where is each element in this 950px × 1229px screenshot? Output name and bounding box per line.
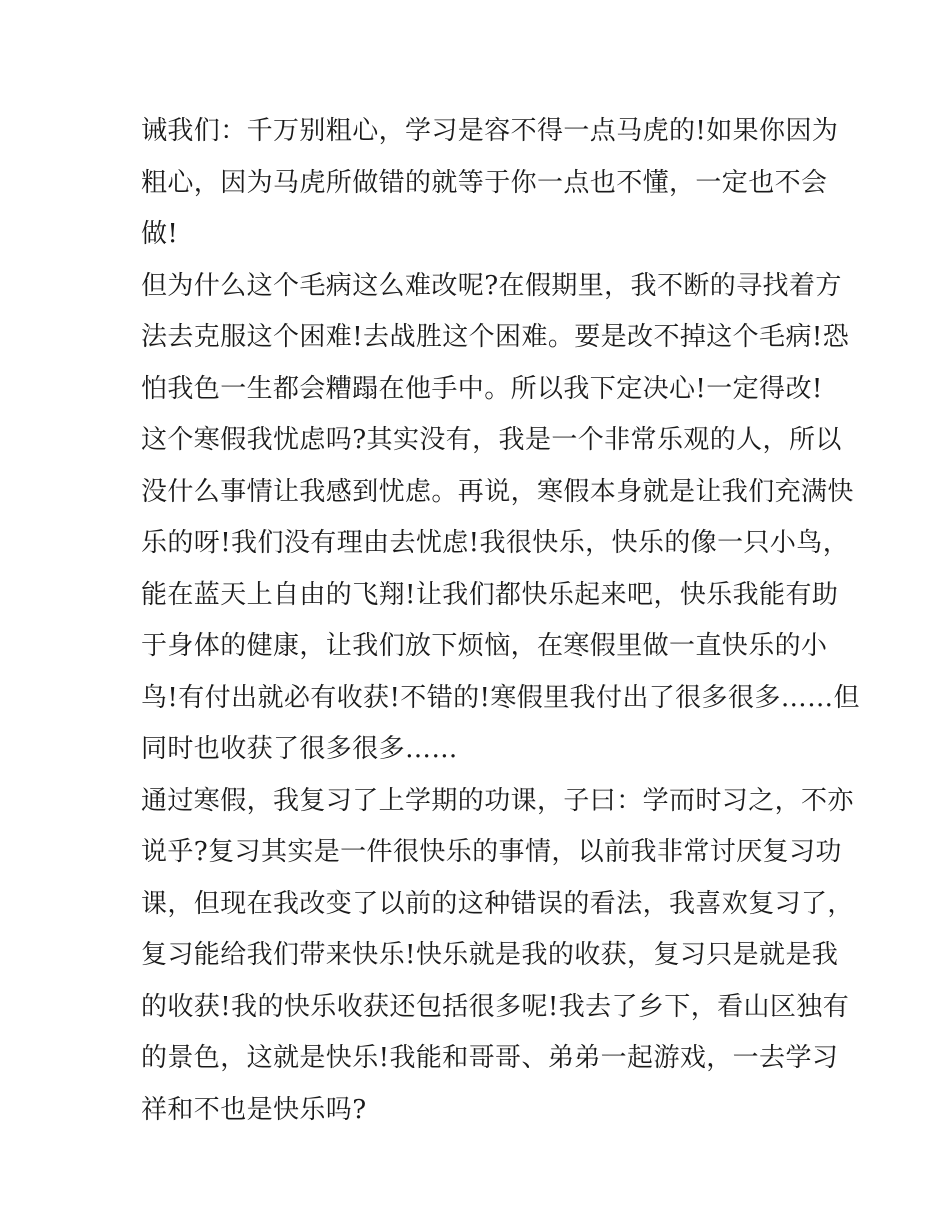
text-line-9: 乐的呀!我们没有理由去忧虑!我很快乐，快乐的像一只小鸟， — [141, 528, 850, 558]
text-line-14: 通过寒假，我复习了上学期的功课，子曰：学而时习之，不亦 — [141, 785, 854, 816]
text-line-10: 能在蓝天上自由的飞翔!让我们都快乐起来吧，快乐我能有助 — [141, 579, 839, 610]
essay-body — [141, 106, 860, 1136]
text-line-13: 同时也收获了很多很多…… — [141, 734, 458, 764]
text-line-11: 于身体的健康，让我们放下烦恼，在寒假里做一直快乐的小 — [141, 631, 828, 661]
text-line-12: 鸟!有付出就必有收获!不错的!寒假里我付出了很多很多……但 — [141, 682, 860, 713]
text-line-19: 的景色，这就是快乐!我能和哥哥、弟弟一起游戏，一去学习 — [141, 1043, 839, 1073]
text-line-7: 这个寒假我忧虑吗?其实没有，我是一个非常乐观的人，所以 — [141, 425, 842, 455]
text-line-4: 但为什么这个毛病这么难改呢?在假期里，我不断的寻找着方 — [141, 270, 842, 301]
text-line-2: 粗心，因为马虎所做错的就等于你一点也不懂，一定也不会 — [141, 167, 828, 198]
text-line-5: 法去克服这个困难!去战胜这个困难。要是改不掉这个毛病!恐 — [141, 322, 850, 352]
text-line-8: 没什么事情让我感到忧虑。再说，寒假本身就是让我们充满快 — [141, 476, 854, 507]
text-line-16: 课，但现在我改变了以前的这种错误的看法，我喜欢复习了， — [141, 888, 854, 919]
text-line-15: 说乎?复习其实是一件很快乐的事情，以前我非常讨厌复习功 — [141, 837, 842, 867]
text-line-20: 祥和不也是快乐吗? — [141, 1094, 367, 1125]
text-line-17: 复习能给我们带来快乐!快乐就是我的收获，复习只是就是我 — [141, 940, 839, 970]
text-line-6: 怕我色一生都会糟蹋在他手中。所以我下定决心!一定得改! — [141, 373, 823, 404]
text-line-1: 诫我们：千万别粗心，学习是容不得一点马虎的!如果你因为 — [141, 116, 839, 146]
text-line-3: 做! — [141, 219, 179, 249]
text-line-18: 的收获!我的快乐收获还包括很多呢!我去了乡下，看山区独有 — [141, 991, 850, 1022]
